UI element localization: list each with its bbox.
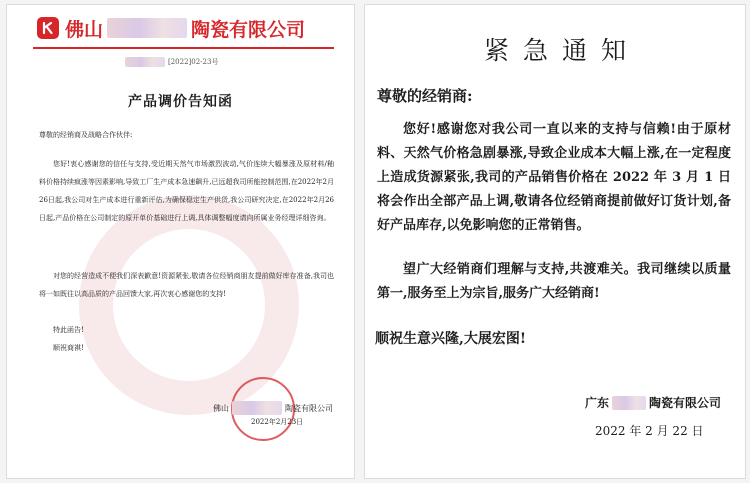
left-date: 2022年2月23日 xyxy=(251,418,304,426)
right-paragraph-2: 望广大经销商们理解与支持,共渡难关。我司继续以质量第一,服务至上为宗旨,服务广大经销商! xyxy=(377,262,731,301)
company-name-prefix: 佛山 xyxy=(65,18,104,41)
left-paragraph-1: 您好!衷心感谢您的信任与支持,受近期天然气市场激烈波动,气价连续大幅暴涨及原材料/釉料价格持续疯涨等因素影响,导致工厂生产成本急速飙升,已远超我司所能控制范围,在2022年2月26日起,我公司对生产成本进行重新评估,为确保稳定生产供货,我公司研究决定,在2022年2月26日起,产品价格在公司制定的原开单价基础进行上调,具体调整幅度请向所属业务经理详细咨询。 xyxy=(39,160,334,222)
right-salutation: 尊敬的经销商: xyxy=(377,87,473,105)
redacted-mosaic xyxy=(125,57,165,67)
left-signature xyxy=(213,401,333,415)
company-name-suffix: 陶瓷有限公司 xyxy=(191,18,306,41)
header-rule xyxy=(33,47,334,49)
right-document xyxy=(364,4,746,479)
company-logo-icon xyxy=(37,17,59,39)
right-date: 2022 年 2 月 22 日 xyxy=(595,424,704,438)
left-doc-title: 产品调价告知函 xyxy=(128,94,233,110)
right-paragraph-1: 您好!感谢您对我公司一直以来的支持与信赖!由于原材料、天然气价格急剧暴涨,导致企业成本大幅上涨,在一定程度上造成货源紧张,我司的产品销售价格在 2022 年 3 月 1 日将会作出全部产品上调,敬请各位经销商提前做好订货计划,备好产品库存,以免影响您的正常销售。 xyxy=(377,122,731,233)
right-signature-prefix: 广东 xyxy=(585,396,610,410)
company-header xyxy=(65,15,305,41)
left-salutation: 尊敬的经销商及战略合作伙伴: xyxy=(39,131,133,139)
right-doc-title: 紧急通知 xyxy=(483,36,640,65)
left-signature-prefix: 佛山 xyxy=(213,403,229,413)
left-closing-2: 顺祝商祺! xyxy=(53,344,84,352)
redacted-mosaic xyxy=(232,401,282,415)
doc-number-row xyxy=(125,57,218,67)
left-signature-suffix: 陶瓷有限公司 xyxy=(285,403,333,413)
right-signature-suffix: 陶瓷有限公司 xyxy=(649,396,722,410)
right-closing: 顺祝生意兴隆,大展宏图! xyxy=(375,331,527,347)
left-paragraph-2: 对您的经营造成不便我们深表歉意!资源紧张,敬请各位经销商朋友提前做好库存准备,我司也将一如既往以高品质的产品回馈大家,再次衷心感谢您的支持! xyxy=(39,272,334,298)
redacted-mosaic xyxy=(612,396,646,410)
doc-number: [2022]02-23号 xyxy=(168,58,219,66)
redacted-mosaic xyxy=(107,18,187,38)
left-document xyxy=(6,4,355,479)
right-signature xyxy=(585,394,721,411)
left-closing-1: 特此函告! xyxy=(53,326,84,334)
